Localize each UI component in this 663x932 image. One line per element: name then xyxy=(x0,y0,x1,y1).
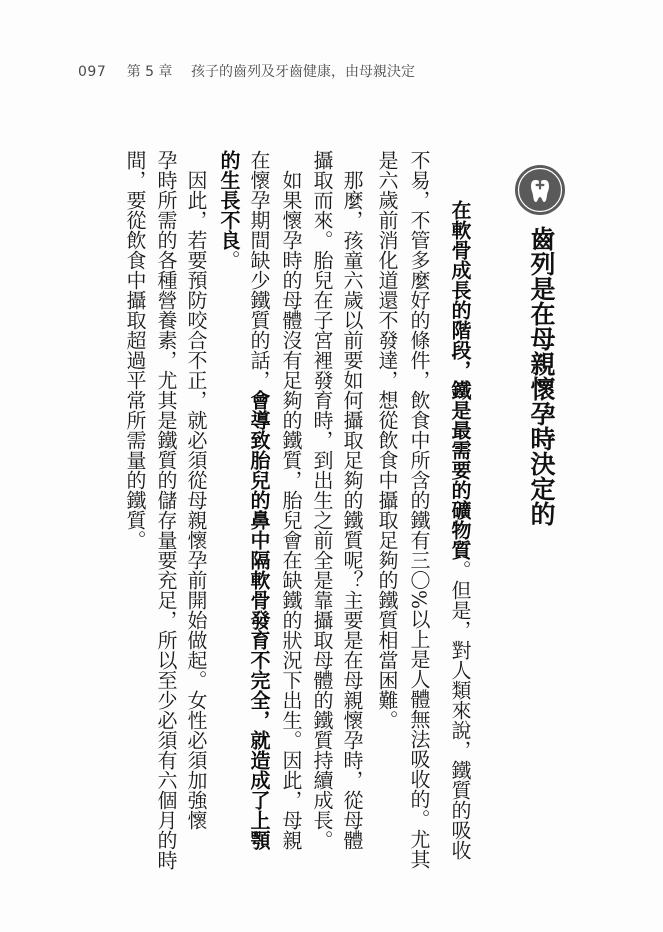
body-column-10 xyxy=(152,150,180,870)
running-header xyxy=(78,62,415,82)
body-column-3 xyxy=(373,150,401,730)
body-column-9 xyxy=(182,170,210,830)
body-text: 那麼，孩童六歲以前要如何攝取足夠的鐵質呢？主要是在母親懷孕時，從母體 xyxy=(340,170,364,850)
bold-text: 會導致胎兒的鼻中隔軟骨發育不完全，就造成了上顎 xyxy=(247,390,271,850)
page-number: 097 xyxy=(78,64,107,80)
body-text: 不易，不管多麼好的條件，飲食中所含的鐵有三〇%以上是人體無法吸收的。尤其 xyxy=(407,150,431,870)
body-text: 是六歲前消化道還不發達，想從飲食中攝取足夠的鐵質相當困難。 xyxy=(375,150,399,730)
body-column-7 xyxy=(245,150,273,850)
body-column-6 xyxy=(277,170,305,850)
chapter-title: 孩子的齒列及牙齒健康，由母親決定 xyxy=(190,64,415,80)
body-column-11 xyxy=(121,150,149,550)
body-text: 攝取而來。胎兒在子宮裡發育時，到出生之前全是靠攝取母體的鐵質持續成長。 xyxy=(310,150,334,850)
body-text: 孕時所需的各種營養素，尤其是鐵質的儲存量要充足，所以至少必須有六個月的時 xyxy=(154,150,178,870)
body-text: 。但是，對人類來說，鐵質的吸收 xyxy=(448,560,472,860)
tooth-flower-icon xyxy=(514,164,566,216)
body-text: 如果懷孕時的母體沒有足夠的鐵質，胎兒會在缺鐵的狀況下出生。因此，母親 xyxy=(279,170,303,850)
body-text: 因此，若要預防咬合不正，就必須從母親懷孕前開始做起。女性必須加強懷 xyxy=(184,170,208,830)
section-heading: 齒列是在母親懷孕時決定的 xyxy=(527,226,556,526)
body-text: 間，要從飲食中攝取超過平常所需量的鐵質。 xyxy=(123,150,147,550)
body-column-1 xyxy=(446,200,474,860)
body-column-8 xyxy=(215,150,243,270)
bold-text: 在軟骨成長的階段，鐵是最需要的礦物質 xyxy=(448,200,472,560)
body-column-2 xyxy=(405,150,433,869)
chapter-label: 第 5 章 xyxy=(126,64,173,80)
body-column-4 xyxy=(338,170,366,850)
bold-text: 的生長不良 xyxy=(217,150,241,250)
body-text: 。 xyxy=(217,250,241,270)
body-text: 在懷孕期間缺少鐵質的話， xyxy=(247,150,271,390)
body-column-5 xyxy=(308,150,336,850)
